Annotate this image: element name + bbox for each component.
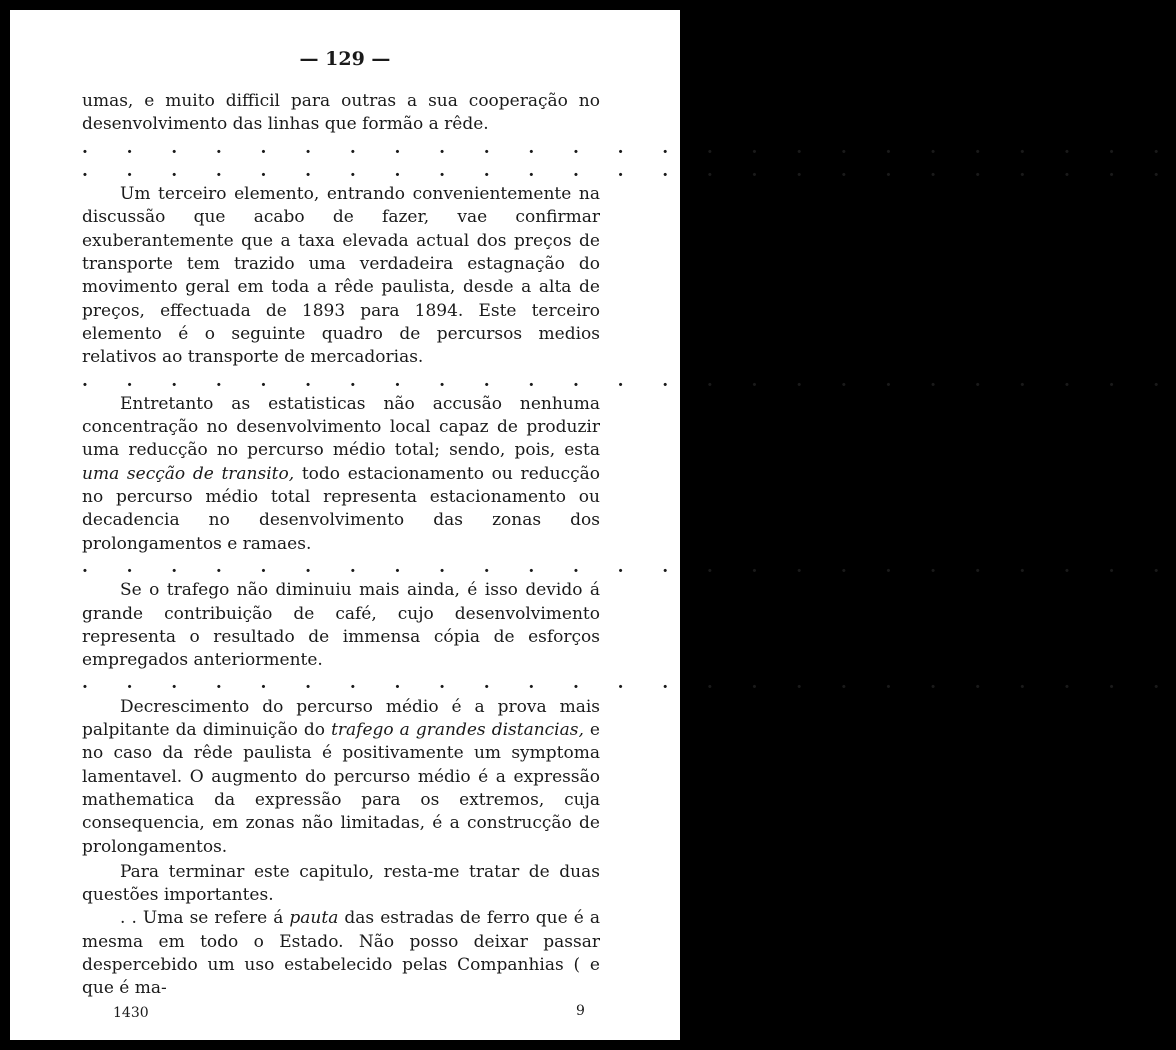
paragraph-5-text-b: e no caso da rêde paulista é positivamente um symptoma lamentavel. O augmento do percurso médio é a expressão mathematica da expressão para os extremos, cuja consequencia, em zonas não limitadas, é a construcção de prolongamentos. [82,720,600,857]
paragraph-7-text-a: Uma se refere á [136,908,290,929]
paragraph-3-italic: uma secção de transito, [82,463,295,484]
ellipsis-row-1: . . . . . . . . . . . . . . . . . . . . . . . . . [82,137,1176,158]
paragraph-5-text-a: Decrescimento do percurso médio é a prova mais palpitante da diminuição do [82,696,600,741]
paragraph-1: umas, e muito difficil para outras a sua cooperação no desenvolvimento das linhas que formão a rêde. [82,91,600,135]
paragraph-2: Um terceiro elemento, entrando convenientemente na discussão que acabo de fazer, vae confirmar exuberantemente que a taxa elevada actual dos preços de transporte tem trazido uma verdadeira estagnação do movimento geral em toda a rêde paulista, desde a alta de preços, effectuada de 1893 para 1894. Este terceiro elemento é o seguinte quadro de percursos medios relativos ao transporte de mercadorias. [82,184,600,368]
paragraph-3 [82,393,600,556]
paragraph-3-text-b: todo estacionamento ou reducção no percurso médio total representa estacionamento ou decadencia no desenvolvimento das zonas dos prolongamentos e ramaes. [82,463,600,554]
signature-mark: 1430 [113,1005,149,1021]
body-text [82,90,1176,1001]
paragraph-3-text-a: Entretanto as estatisticas não accusão nenhuma concentração no desenvolvimento local capaz de produzir uma reducção no percurso médio total; sendo, pois, esta [82,393,600,461]
paragraph-7-italic: pauta [289,908,339,929]
paragraph-7 [82,907,600,1000]
ellipsis-row-3: . . . . . . . . . . . . . . . . . . . . . . . . . [82,370,1176,391]
paragraph-4: Se o trafego não diminuiu mais ainda, é isso devido á grande contribuição de café, cujo desenvolvimento representa o resultado de immensa cópia de esforços empregados anteriormente. [82,580,600,671]
paragraph-7-marks: . . [120,908,137,929]
paragraph-6: Para terminar este capitulo, resta-me tratar de duas questões importantes. [82,861,600,906]
paragraph-5-italic: trafego a grandes distancias, [331,720,584,741]
ellipsis-row-2: . . . . . . . . . . . . . . . . . . . . . . . . . [82,160,1176,181]
document-page [10,10,1176,1040]
ellipsis-row-4: . . . . . . . . . . . . . . . . . . . . . . . . . [82,556,1176,577]
ellipsis-row-5: . . . . . . . . . . . . . . . . . . . . . . . . . [82,673,1176,694]
sheet-number: 9 [576,1003,585,1019]
paragraph-5 [82,696,600,859]
page-number: — 129 — [299,48,391,70]
paragraph-7-text-b: das estradas de ferro que é a mesma em todo o Estado. Não posso deixar passar despercebido um uso estabelecido pelas Companhias ( e que é ma- [82,908,600,999]
